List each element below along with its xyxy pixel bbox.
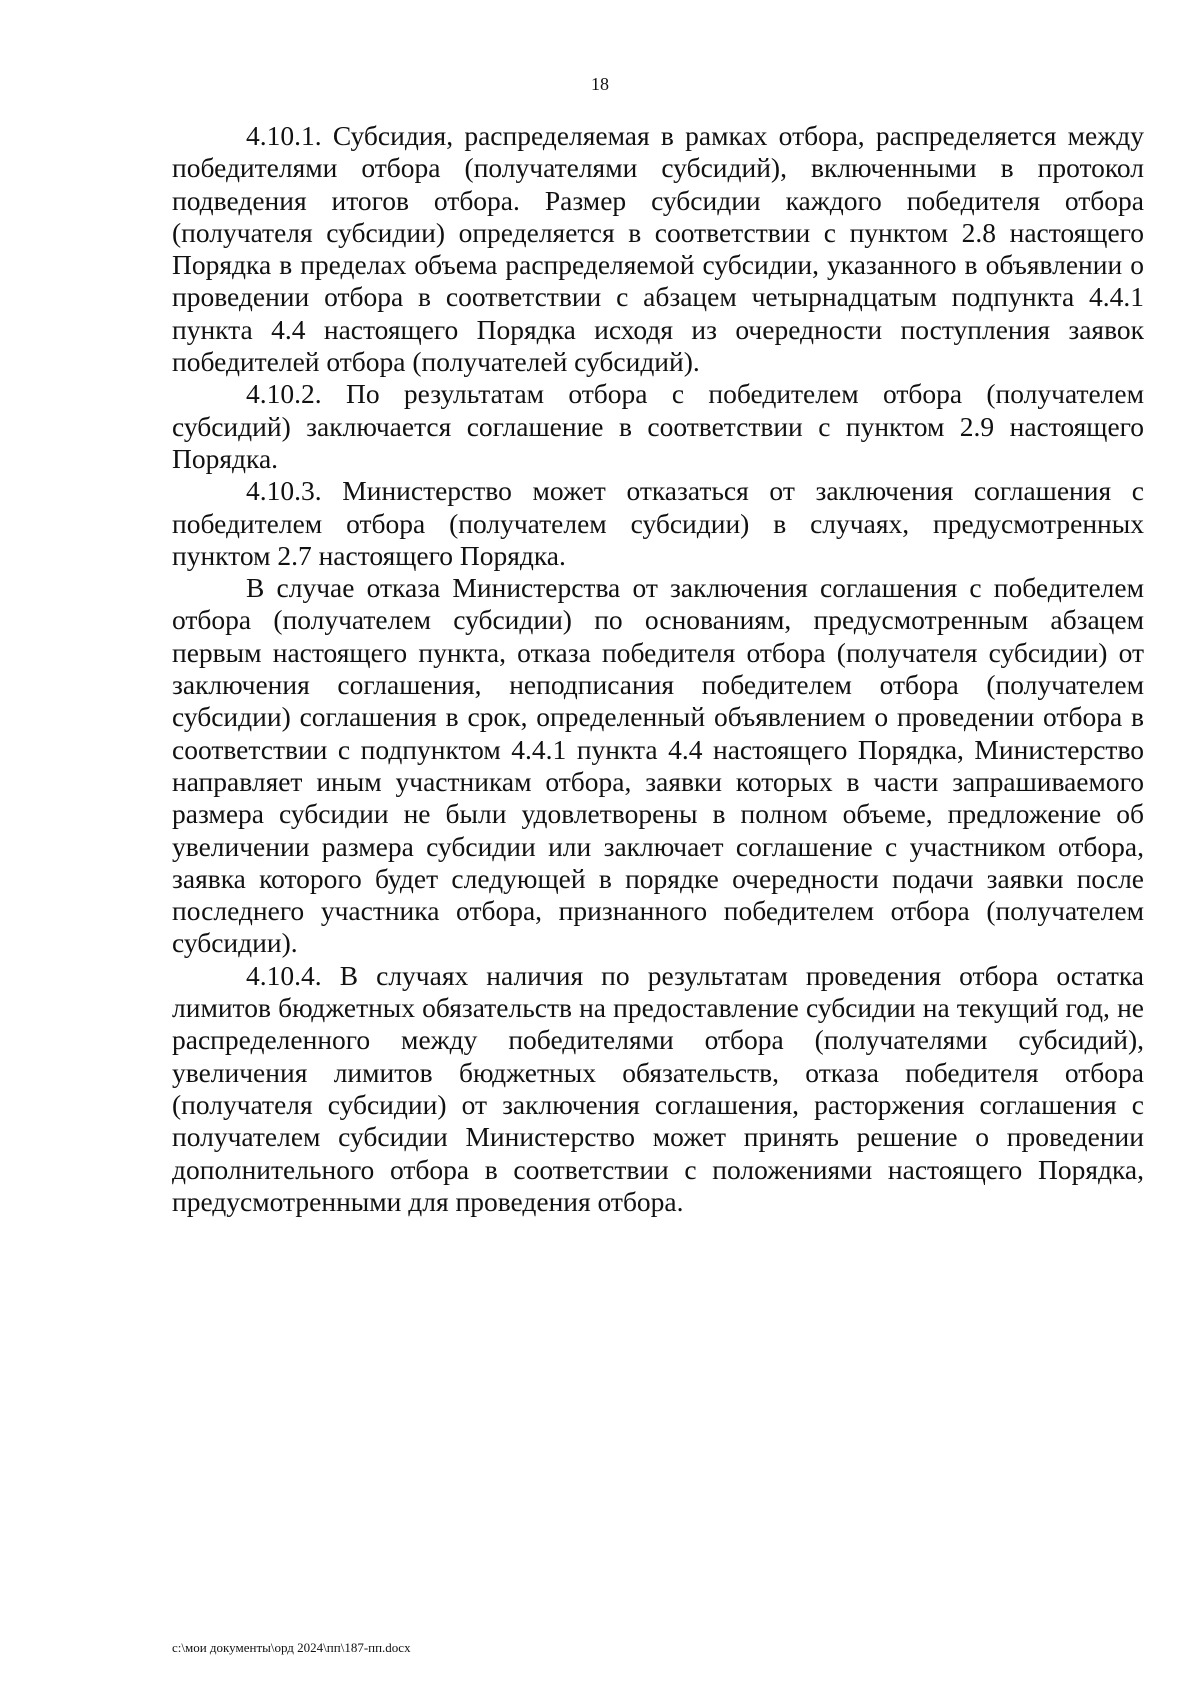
paragraph-4-10-4: 4.10.4. В случаях наличия по результатам проведения отбора остатка лимитов бюджетных обязательств на предоставление субсидии на текущий год, не распределенного между победителями отбора (получателями субсидий), увеличения лимитов бюджетных обязательств, отказа победителя отбора (получателя субсидии) от заключения соглашения, расторжения соглашения с получателем субсидии Министерство может принять решение о проведении дополнительного отбора в соответствии с положениями настоящего Порядка, предусмотренными для проведения отбора.: [172, 959, 1144, 1217]
paragraph-refusal-case: В случае отказа Министерства от заключения соглашения с победителем отбора (получателем субсидии) по основаниям, предусмотренным абзацем первым настоящего пункта, отказа победителя отбора (получателя субсидии) от заключения соглашения, неподписания победителем отбора (получателем субсидии) соглашения в срок, определенный объявлением о проведении отбора в соответствии с подпунктом 4.4.1 пункта 4.4 настоящего Порядка, Министерство направляет иным участникам отбора, заявки которых в части запрашиваемого размера субсидии не были удовлетворены в полном объеме, предложение об увеличении размера субсидии или заключает соглашение с участником отбора, заявка которого будет следующей в порядке очередности подачи заявки после последнего участника отбора, признанного победителем отбора (получателем субсидии).: [172, 572, 1144, 959]
paragraph-4-10-2: 4.10.2. По результатам отбора с победителем отбора (получателем субсидий) заключается соглашение в соответствии с пунктом 2.9 настоящего Порядка.: [172, 378, 1144, 474]
footer-file-path: c:\мои документы\орд 2024\пп\187-пп.docx: [172, 1640, 411, 1655]
document-body: [172, 120, 1144, 1218]
paragraph-4-10-1: 4.10.1. Субсидия, распределяемая в рамках отбора, распределяется между победителями отбора (получателями субсидий), включенными в протокол подведения итогов отбора. Размер субсидии каждого победителя отбора (получателя субсидии) определяется в соответствии с пунктом 2.8 настоящего Порядка в пределах объема распределяемой субсидии, указанного в объявлении о проведении отбора в соответствии с абзацем четырнадцатым подпункта 4.4.1 пункта 4.4 настоящего Порядка исходя из очередности поступления заявок победителей отбора (получателей субсидий).: [172, 120, 1144, 378]
paragraph-4-10-3: 4.10.3. Министерство может отказаться от заключения соглашения с победителем отбора (получателем субсидии) в случаях, предусмотренных пунктом 2.7 настоящего Порядка.: [172, 475, 1144, 571]
page-number: 18: [591, 74, 609, 94]
